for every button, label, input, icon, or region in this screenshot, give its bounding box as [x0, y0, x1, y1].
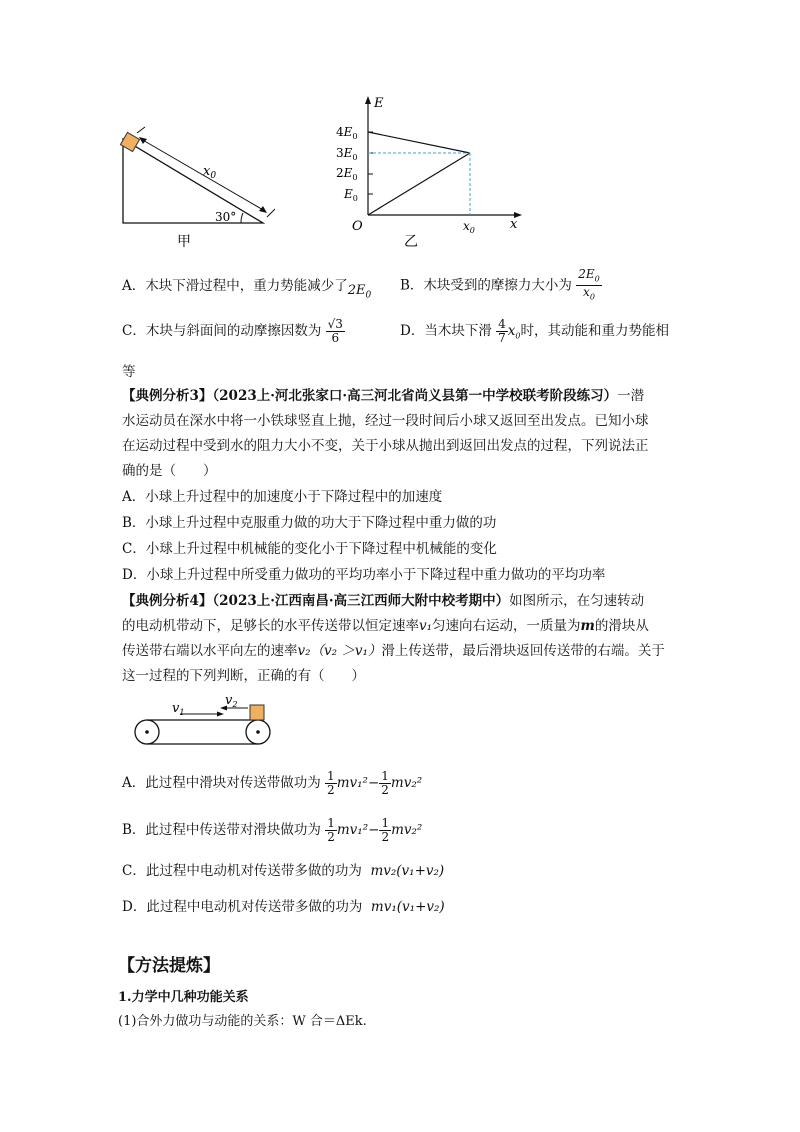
yi-caption: 乙: [404, 234, 418, 250]
ex3-option-b: B．小球上升过程中克服重力做的功大于下降过程中重力做的功: [122, 515, 497, 531]
ex3-line3: 在运动过程中受到水的阻力大小不变，关于小球从抛出到返回出发点的过程，下列说法正: [122, 438, 649, 454]
ex3-option-a: A．小球上升过程中的加速度小于下降过程中的加速度: [122, 489, 443, 505]
ex3-option-c: C．小球上升过程中机械能的变化小于下降过程中机械能的变化: [122, 541, 497, 557]
e-axis-label: E: [374, 96, 384, 111]
ex4-option-a: A．此过程中滑块对传送带做功为 $\frac{1}{2}$ mv₁²− $\frac{1}{2}$ mv₂²: [122, 769, 423, 797]
ex4-option-c: C．此过程中电动机对传送带多做的功为 mv₂(v₁+v₂): [122, 863, 445, 879]
angle-label: 30°: [215, 210, 237, 224]
jia-caption: 甲: [177, 234, 191, 250]
prev-option-d: D．当木块下滑 $\frac{4}{7}$ $x_0$时，其动能和重力势能相: [400, 317, 669, 345]
incline-triangle: [123, 139, 263, 223]
ex4-line2: 的电动机带动下，足够长的水平传送带以恒定速率v₁匀速向右运动，一质量为m的滑块从: [122, 618, 649, 634]
prev-option-c: C．木块与斜面间的动摩擦因数为 $\frac{√3}{6}$: [122, 317, 343, 345]
prev-option-a: A．木块下滑过程中，重力势能减少了$2E_0$: [122, 278, 372, 301]
lower-line: [368, 153, 470, 215]
prev-option-d-wrap: 等: [122, 364, 136, 380]
origin-label: O: [352, 219, 363, 234]
svg-text:4E0: $4E_0$: [336, 125, 358, 141]
x0-tick-label: $x_0$: [463, 219, 475, 235]
method-item-1: (1)合外力做功与动能的关系：W 合＝ΔEk.: [118, 1014, 367, 1029]
svg-text:3E0: $3E_0$: [336, 146, 358, 162]
ex4-line4: 这一过程的下列判断，正确的有（ ）: [122, 668, 365, 684]
v1-label: $v_1$: [172, 701, 185, 717]
x-axis-label: x: [510, 217, 518, 232]
svg-text:2E0: $2E_0$: [336, 166, 358, 182]
e-ticks: [336, 125, 358, 203]
ex3-option-d: D．小球上升过程中所受重力做功的平均功率小于下降过程中重力做功的平均功率: [122, 567, 606, 583]
method-heading: 【方法提炼】: [118, 956, 220, 976]
prev-option-b: B．木块受到的摩擦力大小为 $\frac{2E_0}{x_0}$: [400, 267, 600, 302]
figure-yi-energy-graph: [330, 92, 530, 250]
v2-label: $v_2$: [225, 693, 238, 709]
jia-x0-label: $x_0$: [203, 164, 217, 181]
ex4-line3: 传送带右端以水平向左的速率v₂（v₂ ＞v₁）滑上传送带，最后滑块返回传送带的右端。关于: [122, 643, 665, 659]
angle-arc: [241, 213, 243, 223]
ex3-line2: 水运动员在深水中将一小铁球竖直上抛，经过一段时间后小球又返回至出发点。已知小球: [122, 413, 649, 429]
upper-line: [368, 132, 470, 153]
conveyor-belt-figure: [128, 692, 278, 748]
ex3-line4: 确的是（ ）: [122, 463, 217, 479]
figure-jia-incline: [115, 125, 290, 250]
ex3-line1: 【典例分析3】（2023上·河北张家口·高三河北省尚义县第一中学校联考阶段练习）一潜: [122, 388, 645, 404]
slider-block: [250, 705, 264, 720]
svg-text:E0: $E_0$: [344, 187, 358, 203]
ex4-option-b: B．此过程中传送带对滑块做功为 $\frac{1}{2}$ mv₁²− $\frac{1}{2}$ mv₂²: [122, 816, 423, 844]
ex4-option-d: D．此过程中电动机对传送带多做的功为 mv₁(v₁+v₂): [122, 899, 445, 915]
ex4-line1: 【典例分析4】（2023上·江西南昌·高三江西师大附中校考期中）如图所示，在匀速转动: [122, 593, 645, 609]
method-subheading: 1.力学中几种功能关系: [118, 990, 249, 1005]
